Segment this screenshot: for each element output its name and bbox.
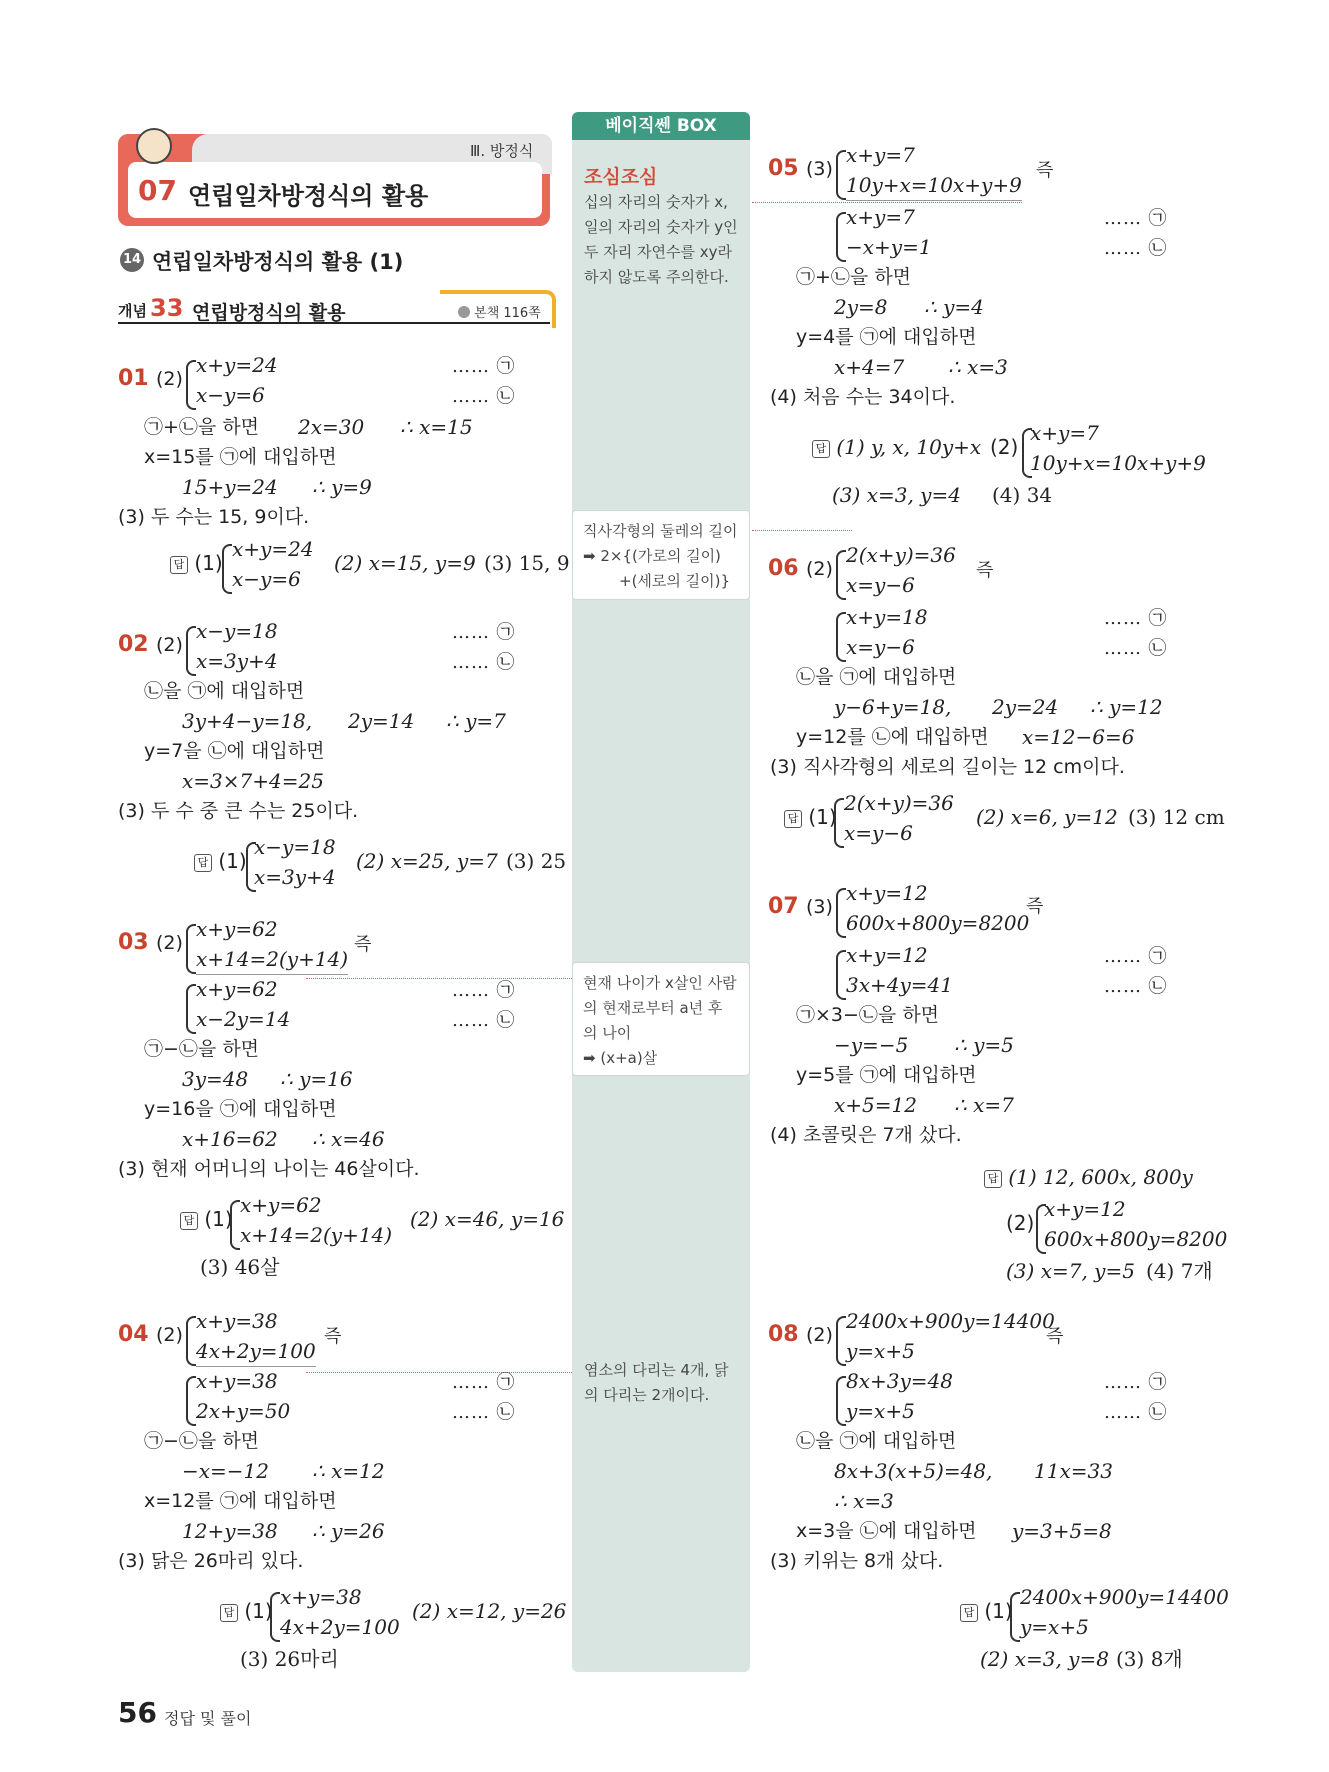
problem-number: 03 [118,930,149,955]
part-label: (2) [156,932,183,954]
label-b [452,380,514,412]
equation: 3x+4y=41 [846,973,953,997]
answer-part: (4) 7개 [1146,1259,1213,1283]
step: (3) 현재 어머니의 나이는 46살이다. [118,1158,420,1180]
answer-part: (2) x=3, y=8 [980,1647,1109,1671]
answer-part: (1) [984,1599,1013,1623]
answer-part: (3) x=3, y=4 [832,483,961,507]
problem-number: 04 [118,1322,149,1347]
dots: …… [452,980,490,1001]
answer-part: (3) 15, 9 [484,551,570,575]
mark-a: ㉠ [1148,1371,1167,1393]
equation: x−y=6 [196,383,265,407]
equation: x+y=38 [196,1369,278,1393]
textbook-ref [458,302,541,321]
section-number: 07 [138,174,177,207]
answer-part: (2) [1006,1211,1035,1235]
equation: 8x+3y=48 [846,1369,953,1393]
answer-part: (1) [244,1599,273,1623]
step: 12+y=38 [182,1519,278,1543]
equation: x+y=7 [846,205,915,229]
step: (4) 초콜릿은 7개 샀다. [770,1124,962,1146]
step: x=3×7+4=25 [182,769,324,793]
problem-number: 07 [768,894,799,919]
equation: x+y=12 [1044,1197,1126,1221]
equation: x+y=62 [196,917,278,941]
step: ㉠×3−㉡을 하면 [796,1004,940,1026]
subsection-title: 연립일차방정식의 활용 (1) [152,250,404,274]
answer-part: (3) 46살 [200,1255,280,1279]
step: ∴ y=5 [954,1033,1014,1057]
dots: …… [1104,946,1142,967]
label-a [452,350,514,382]
part-label: (2) [806,558,833,580]
conj-word: 즉 [324,1326,342,1347]
step: y=5를 ㉠에 대입하면 [796,1064,977,1086]
label-b [452,1004,514,1036]
equation: x+y=62 [196,977,278,1001]
answer-part: (3) 8개 [1116,1647,1183,1671]
page-number: 56 [118,1696,157,1729]
step: x=12를 ㉠에 대입하면 [144,1490,337,1512]
step: ∴ y=26 [312,1519,385,1543]
step: 2y=24 [992,695,1059,719]
label-b [1104,232,1166,264]
dots: …… [452,622,490,643]
problem-number: 01 [118,366,149,391]
equation: 2400x+900y=14400 [846,1309,1055,1333]
answer-icon: 답 [170,556,188,574]
step: ∴ x=15 [400,415,473,439]
step: ∴ x=46 [312,1127,385,1151]
answer [170,548,223,578]
step: 3y=48 [182,1067,249,1091]
step: x=12−6=6 [1022,725,1135,749]
step: ㉡을 ㉠에 대입하면 [796,666,957,688]
step: 8x+3(x+5)=48, [834,1459,993,1483]
equation: y=x+5 [846,1339,915,1363]
step: x=3을 ㉡에 대입하면 [796,1520,977,1542]
side-box-age-line1: 현재 나이가 x살인 사람 [583,974,737,992]
mark-b: ㉡ [1148,637,1167,659]
equation: 4x+2y=100 [280,1615,400,1639]
answer-part: (3) 12 cm [1128,805,1225,829]
side-box-perimeter-line3: +(세로의 길이)} [619,572,731,590]
label-b [452,646,514,678]
dots: …… [452,1402,490,1423]
sidebar-title: 베이직쎈 BOX [572,112,750,140]
part-label: (2) [806,1324,833,1346]
equation: x+y=7 [846,143,915,167]
dots: …… [452,652,490,673]
equation: x+y=24 [232,537,314,561]
mark-a: ㉠ [1148,607,1167,629]
step: ∴ y=4 [924,295,984,319]
problem-number: 08 [768,1322,799,1347]
mark-b: ㉡ [1148,237,1167,259]
answer-part: (3) 26마리 [240,1647,339,1671]
section-title: 연립일차방정식의 활용 [188,182,429,210]
step: ∴ x=3 [834,1489,894,1513]
side-box-perimeter-line1: 직사각형의 둘레의 길이 [583,522,738,540]
equation: x=y−6 [846,635,915,659]
conj-word: 즉 [976,560,994,581]
equation: 10y+x=10x+y+9 [846,170,1022,201]
answer-part: (1) [808,805,837,829]
answer [812,432,981,462]
answer [180,1204,233,1234]
part-label: (2) [156,634,183,656]
answer-part: (2) [990,435,1019,459]
side-box-age [572,962,750,1076]
mark-a: ㉠ [1148,207,1167,229]
answer-icon: 답 [784,810,802,828]
side-note-legs [584,1358,748,1408]
step: 2x=30 [298,415,365,439]
equation: x=3y+4 [254,865,336,889]
step: 2y=14 [348,709,415,733]
mark-b: ㉡ [496,1009,515,1031]
concept-title: 연립방정식의 활용 [192,302,346,324]
answer-part: (2) x=6, y=12 [976,805,1118,829]
step: ㉠+㉡을 하면 [144,416,260,438]
equation: x−y=18 [254,835,336,859]
step: ∴ y=7 [446,709,506,733]
step: y=3+5=8 [1012,1519,1112,1543]
dots: …… [1104,638,1142,659]
equation: y=x+5 [1020,1615,1089,1639]
label-a [1104,1366,1166,1398]
equation: 2(x+y)=36 [846,543,956,567]
answer [194,846,247,876]
side-box-age-line4: ➡ (x+a)살 [583,1049,658,1067]
step: (3) 닭은 26마리 있다. [118,1550,304,1572]
step: y=16을 ㉠에 대입하면 [144,1098,337,1120]
step: −y=−5 [834,1033,909,1057]
equation: x+y=38 [196,1309,278,1333]
step: ∴ x=3 [948,355,1008,379]
equation: x+y=12 [846,881,928,905]
mark-a: ㉠ [496,355,515,377]
equation: x−y=18 [196,619,278,643]
subsection-badge: 14 [120,248,144,272]
step: x+16=62 [182,1127,278,1151]
refresh-icon [458,306,470,318]
answer-part: (4) 34 [992,483,1053,507]
equation: x+y=12 [846,943,928,967]
mark-a: ㉠ [1148,945,1167,967]
dots: …… [1104,238,1142,259]
step: 11x=33 [1034,1459,1113,1483]
equation: 600x+800y=8200 [1044,1227,1228,1251]
answer-part: (3) x=7, y=5 [1006,1259,1135,1283]
answer [220,1596,273,1626]
label-a [1104,940,1166,972]
step: (3) 두 수는 15, 9이다. [118,506,310,528]
step: 3y+4−y=18, [182,709,313,733]
concept-label: 개념 [118,302,147,320]
equation: x=y−6 [846,573,915,597]
step: ㉠−㉡을 하면 [144,1038,260,1060]
dots: …… [1104,976,1142,997]
answer-part: (3) 25 [506,849,567,873]
dots: …… [1104,208,1142,229]
label-a [452,1366,514,1398]
equation: x+y=24 [196,353,278,377]
answer-part: (1) [194,551,223,575]
answer [960,1596,1013,1626]
concept-number: 33 [150,294,184,322]
problem-number: 02 [118,632,149,657]
dots: …… [1104,608,1142,629]
step: ∴ y=12 [1090,695,1163,719]
part-label: (3) [806,896,833,918]
label-a [1104,602,1166,634]
textbook-ref-text: 본책 116쪽 [474,306,541,321]
label-b [1104,632,1166,664]
equation: x+y=38 [280,1585,362,1609]
part-label: (2) [156,368,183,390]
dots: …… [452,1010,490,1031]
answer-part: (2) x=25, y=7 [356,849,498,873]
step: ㉡을 ㉠에 대입하면 [796,1430,957,1452]
problem-number: 06 [768,556,799,581]
step: y−6+y=18, [834,695,952,719]
answer [984,1162,1193,1192]
answer-icon: 답 [180,1212,198,1230]
equation: 2(x+y)=36 [844,791,954,815]
step: (3) 키위는 8개 샀다. [770,1550,944,1572]
footer-label: 정답 및 풀이 [164,1709,252,1728]
step: ∴ y=16 [280,1067,353,1091]
step: ㉠−㉡을 하면 [144,1430,260,1452]
label-a [452,974,514,1006]
equation: 10y+x=10x+y+9 [1030,451,1206,475]
conj-word: 즉 [1046,1326,1064,1347]
answer-icon: 답 [194,854,212,872]
step: (3) 직사각형의 세로의 길이는 12 cm이다. [770,756,1125,778]
label-b [452,1396,514,1428]
dots: …… [452,1372,490,1393]
problem-number: 05 [768,156,799,181]
answer-icon: 답 [812,440,830,458]
dots: …… [1104,1372,1142,1393]
equation: x+y=7 [1030,421,1099,445]
dots: …… [452,386,490,407]
answer-icon: 답 [984,1170,1002,1188]
mark-b: ㉡ [1148,1401,1167,1423]
answer-icon: 답 [220,1604,238,1622]
equation: x=3y+4 [196,649,278,673]
conj-word: 즉 [354,934,372,955]
step: y=12를 ㉡에 대입하면 [796,726,989,748]
equation: x=y−6 [844,821,913,845]
side-note-legs-line2: 의 다리는 2개이다. [584,1386,710,1404]
equation: 2x+y=50 [196,1399,291,1423]
step: y=4를 ㉠에 대입하면 [796,326,977,348]
step: y=7을 ㉡에 대입하면 [144,740,325,762]
conj-word: 즉 [1026,896,1044,917]
tip-text: 십의 자리의 숫자가 x, 일의 자리의 숫자가 y인 두 자리 자연수를 xy라 하지 않도록 주의한다. [584,193,738,286]
mark-b: ㉡ [496,385,515,407]
mark-b: ㉡ [496,1401,515,1423]
answer-part: (2) x=15, y=9 [334,551,476,575]
side-box-age-line2: 의 현재로부터 a년 후 [583,999,723,1017]
step: 2y=8 [834,295,888,319]
equation: 600x+800y=8200 [846,911,1030,935]
answer-part: (1) y, x, 10y+x [836,435,982,459]
answer-part: (2) x=46, y=16 [410,1207,565,1231]
mark-a: ㉠ [496,621,515,643]
answer-part: (1) [204,1207,233,1231]
equation: x+14=2(y+14) [196,944,348,975]
equation: x−y=6 [232,567,301,591]
mark-b: ㉡ [496,651,515,673]
step: ∴ x=12 [312,1459,385,1483]
step: x+4=7 [834,355,905,379]
step: ∴ x=7 [954,1093,1014,1117]
equation: 2400x+900y=14400 [1020,1585,1229,1609]
side-box-age-line3: 의 나이 [583,1024,632,1042]
answer-part: (1) [218,849,247,873]
step: (3) 두 수 중 큰 수는 25이다. [118,800,359,822]
equation: x+y=18 [846,605,928,629]
step: x=15를 ㉠에 대입하면 [144,446,337,468]
label-b [1104,970,1166,1002]
side-box-perimeter-line2: ➡ 2×{(가로의 길이) [583,547,721,565]
side-box-perimeter [572,510,750,600]
tip-title: 조심조심 [584,166,658,188]
part-label: (3) [806,158,833,180]
label-b [1104,1396,1166,1428]
equation: y=x+5 [846,1399,915,1423]
side-note-legs-line1: 염소의 다리는 4개, 닭 [584,1361,729,1379]
answer-icon: 답 [960,1604,978,1622]
answer-part: (1) 12, 600x, 800y [1008,1165,1193,1189]
mark-a: ㉠ [496,1371,515,1393]
step: −x=−12 [182,1459,270,1483]
step: ㉡을 ㉠에 대입하면 [144,680,305,702]
label-a [1104,202,1166,234]
mark-a: ㉠ [496,979,515,1001]
answer [784,802,837,832]
equation: −x+y=1 [846,235,932,259]
mascot-icon [136,128,172,164]
equation: x+y=62 [240,1193,322,1217]
answer-part: (2) x=12, y=26 [412,1599,567,1623]
equation: x+14=2(y+14) [240,1223,393,1247]
step: ∴ y=9 [312,475,372,499]
step: ㉠+㉡을 하면 [796,266,912,288]
chapter-label: Ⅲ. 방정식 [470,142,534,160]
equation: x−2y=14 [196,1007,291,1031]
dots: …… [452,356,490,377]
equation: 4x+2y=100 [196,1336,316,1367]
step: (4) 처음 수는 34이다. [770,386,956,408]
part-label: (2) [156,1324,183,1346]
step: 15+y=24 [182,475,278,499]
conj-word: 즉 [1036,160,1054,181]
dots: …… [1104,1402,1142,1423]
label-a [452,616,514,648]
step: x+5=12 [834,1093,917,1117]
mark-b: ㉡ [1148,975,1167,997]
